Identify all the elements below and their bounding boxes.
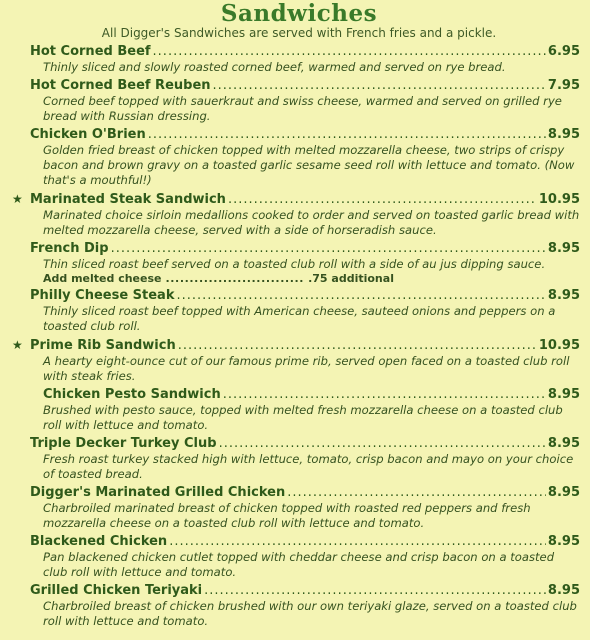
item-name: Digger's Marinated Grilled Chicken xyxy=(30,485,286,500)
item-description: Marinated choice sirloin medallions cooked to order and served on toasted garlic bread with melted mozzarella cheese, served with a side of horseradish sauce. xyxy=(43,208,580,237)
item-description: Corned beef topped with sauerkraut and swiss cheese, warmed and served on grilled rye bread with Russian dressing. xyxy=(43,94,562,123)
addon-label: Add melted cheese xyxy=(43,272,162,285)
item-name: Marinated Steak Sandwich xyxy=(30,192,226,207)
menu-item-french-dip xyxy=(18,241,580,285)
item-description: Thin sliced roast beef served on a toasted club roll with a side of au jus dipping sauce. xyxy=(43,257,546,271)
item-name: Prime Rib Sandwich xyxy=(30,338,176,353)
page-title: Sandwiches xyxy=(220,0,378,27)
menu-item-philly-cheese-steak xyxy=(18,288,580,334)
star-icon: ★ xyxy=(12,192,23,206)
menu-item-blackened-chicken xyxy=(18,534,580,580)
item-description: Charbroiled breast of chicken brushed with our own teriyaki glaze, served on a toasted club roll with lettuce and tomato. xyxy=(43,599,577,628)
item-description: Thinly sliced roast beef topped with American cheese, sauteed onions and peppers on a toasted club roll. xyxy=(43,304,556,333)
item-price: 8.95 xyxy=(547,436,580,451)
menu-item-triple-decker-turkey-club xyxy=(18,436,580,482)
item-price: 8.95 xyxy=(547,534,580,549)
item-description: Fresh roast turkey stacked high with lettuce, tomato, crisp bacon and mayo on your choice of toasted bread. xyxy=(43,452,574,481)
item-description: Thinly sliced and slowly roasted corned beef, warmed and served on rye bread. xyxy=(43,60,506,74)
menu-item-chicken-obrien xyxy=(18,127,580,188)
item-name: Grilled Chicken Teriyaki xyxy=(30,583,203,598)
menu-item-hot-corned-beef xyxy=(18,44,580,75)
item-name: French Dip xyxy=(30,241,109,256)
item-price: 10.95 xyxy=(538,338,580,353)
item-description: Charbroiled marinated breast of chicken topped with roasted red peppers and fresh mozzarella cheese on a toasted club roll with lettuce and tomato. xyxy=(43,501,531,530)
menu-item-grilled-chicken-teriyaki xyxy=(18,583,580,629)
item-description: Brushed with pesto sauce, topped with melted fresh mozzarella cheese on a toasted club roll with lettuce and tomato. xyxy=(43,403,563,432)
item-description: A hearty eight-ounce cut of our famous prime rib, served open faced on a toasted club roll with steak fries. xyxy=(43,354,570,383)
item-name: Triple Decker Turkey Club xyxy=(30,436,217,451)
item-description: Golden fried breast of chicken topped with melted mozzarella cheese, two strips of crispy bacon and brown gravy on a toasted garlic sesame seed roll with lettuce and tomato. (Now that's a mouthful!) xyxy=(43,143,575,187)
menu-item-prime-rib-sandwich xyxy=(12,337,580,384)
item-name: Chicken O'Brien xyxy=(30,127,146,142)
item-addon: Add melted cheese ............................. .75 additional xyxy=(43,272,394,285)
item-description: Pan blackened chicken cutlet topped with cheddar cheese and crisp bacon on a toasted club roll with lettuce and tomato. xyxy=(43,550,555,579)
item-price: 8.95 xyxy=(547,241,580,256)
item-price: 6.95 xyxy=(547,44,580,59)
addon-price: .75 additional xyxy=(308,272,394,285)
item-name: Hot Corned Beef xyxy=(30,44,151,59)
item-price: 10.95 xyxy=(538,192,580,207)
page-subtitle: All Digger's Sandwiches are served with French fries and a pickle. xyxy=(101,26,497,40)
item-price: 8.95 xyxy=(547,127,580,142)
item-name: Chicken Pesto Sandwich xyxy=(43,387,221,402)
item-name: Hot Corned Beef Reuben xyxy=(30,78,211,93)
menu-item-chicken-pesto-sandwich xyxy=(18,387,580,433)
item-price: 8.95 xyxy=(547,288,580,303)
menu-item-marinated-steak-sandwich xyxy=(12,191,580,238)
menu-item-diggers-marinated-grilled-chicken xyxy=(18,485,580,531)
item-price: 8.95 xyxy=(547,387,580,402)
item-price: 7.95 xyxy=(547,78,580,93)
star-icon: ★ xyxy=(12,338,23,352)
item-name: Philly Cheese Steak xyxy=(30,288,175,303)
menu-item-hot-corned-beef-reuben xyxy=(18,78,580,124)
item-price: 8.95 xyxy=(547,485,580,500)
item-name: Blackened Chicken xyxy=(30,534,168,549)
item-price: 8.95 xyxy=(547,583,580,598)
